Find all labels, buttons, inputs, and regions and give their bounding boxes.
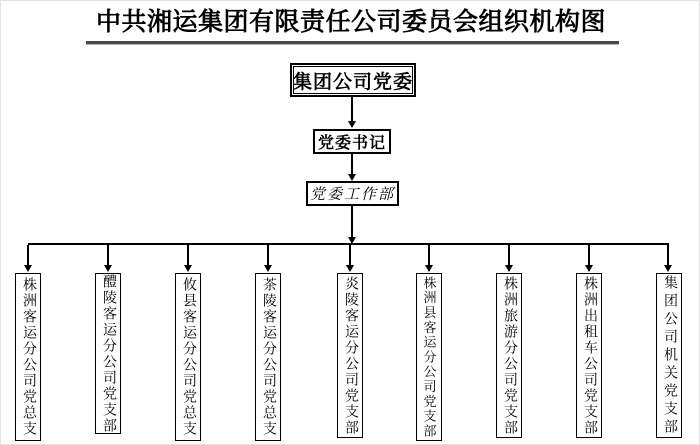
arrow-down-icon (348, 174, 356, 181)
connector-root-secretary (351, 97, 353, 121)
connector-branch-4 (267, 245, 269, 265)
branch-label: 醴陵客运分公司党支部 (101, 273, 116, 434)
node-party-work-dept: 党委工作部 (306, 181, 399, 206)
branch-label: 株洲出租车公司党支部 (582, 275, 597, 436)
arrow-down-icon (184, 265, 192, 272)
branch-box-liling-keyun (95, 273, 121, 434)
branch-label: 株洲客运分公司党总支 (21, 277, 36, 437)
connector-workdept-rail (351, 206, 353, 237)
node-party-secretary: 党委书记 (313, 129, 391, 154)
branch-label: 集团公司机关党支部 (662, 274, 677, 437)
branch-label: 株洲旅游分公司党支部 (502, 275, 517, 436)
arrow-down-icon (24, 265, 32, 272)
connector-branch-3 (187, 245, 189, 265)
connector-branch-1 (27, 245, 29, 265)
connector-branch-9 (667, 245, 669, 265)
branch-box-zhuzhouxian-keyun (416, 273, 442, 441)
branch-label: 炎陵客运分公司党支部 (343, 275, 358, 436)
branch-label: 茶陵客运分公司党总支 (261, 277, 276, 437)
branch-label: 株洲县客运分公司党支部 (421, 275, 437, 439)
branch-box-youxian-keyun (175, 273, 201, 441)
connector-secretary-workdept (351, 154, 353, 174)
branch-box-zhuzhou-lvyou (496, 273, 522, 438)
arrow-down-icon (505, 265, 513, 272)
connector-branch-7 (508, 245, 510, 265)
arrow-down-icon (346, 265, 354, 272)
branch-box-zhuzhou-keyun (15, 273, 41, 441)
node-group-party-committee-label: 集团公司党委 (293, 66, 413, 94)
branch-box-yanling-keyun (337, 273, 363, 438)
arrow-down-icon (664, 265, 672, 272)
connector-branch-8 (588, 245, 590, 265)
branch-box-chaling-keyun (255, 273, 281, 441)
node-group-party-committee (290, 63, 416, 97)
arrow-down-icon (585, 265, 593, 272)
arrow-down-icon (425, 265, 433, 272)
connector-branch-5 (349, 245, 351, 265)
branch-box-jituan-jiguan (656, 273, 682, 438)
connector-branch-6 (428, 245, 430, 265)
arrow-down-icon (104, 265, 112, 272)
page-title: 中共湘运集团有限责任公司委员会组织机构图 (95, 9, 606, 36)
arrow-down-icon (264, 265, 272, 272)
arrow-down-icon (348, 121, 356, 128)
branch-box-zhuzhou-chuzuche (576, 273, 602, 438)
connector-branch-2 (107, 245, 109, 265)
title-underline (86, 41, 619, 45)
branch-label: 攸县客运分公司党总支 (181, 277, 196, 437)
